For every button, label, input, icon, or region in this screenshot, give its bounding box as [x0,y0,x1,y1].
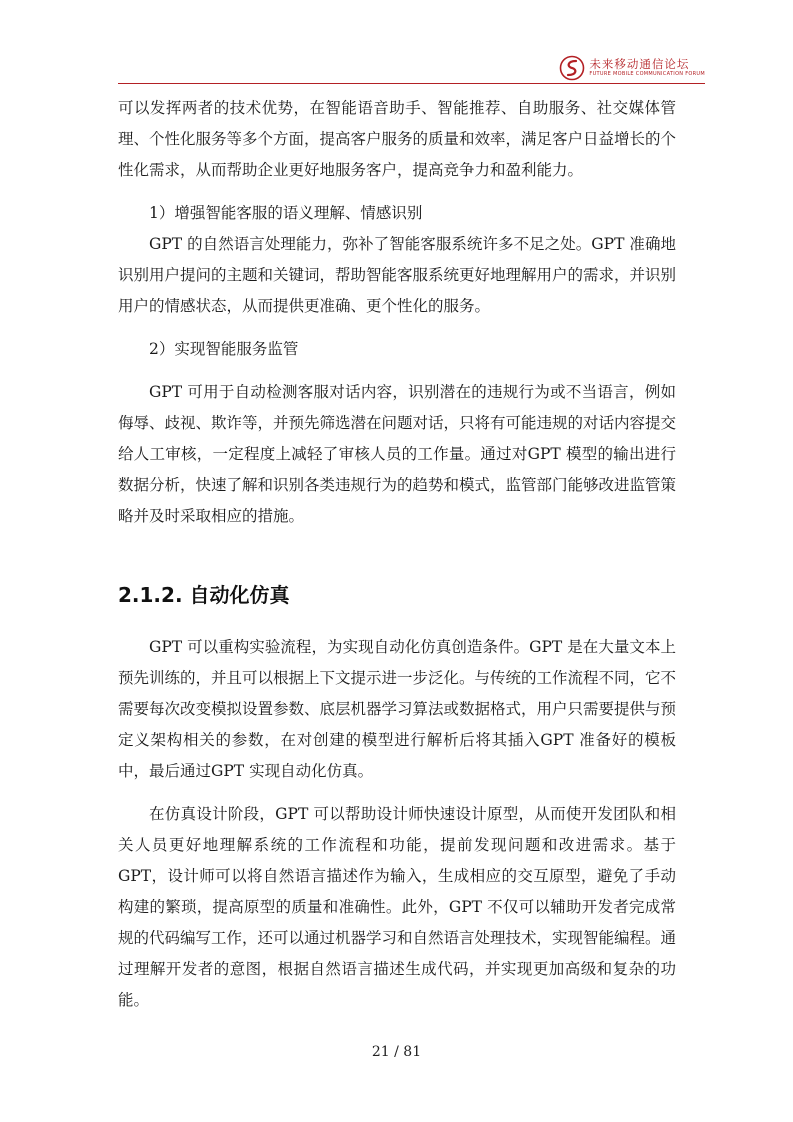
header-divider [118,83,705,84]
paragraph-simulation-design: 在仿真设计阶段，GPT 可以帮助设计师快速设计原型，从而使开发团队和相关人员更好地理解系统的工作流程和功能，提前发现问题和改进需求。基于GPT，设计师可以将自然语言描述作为输入，生成相应的交互原型，避免了手动构建的繁琐，提高原型的质量和准确性。此外，GPT 不仅可以辅助开发者完成常规的代码编写工作，还可以通过机器学习和自然语言处理技术，实现智能编程。通过理解开发者的意图，根据自然语言描述生成代码，并实现更加高级和复杂的功能。 [118,805,677,1009]
paragraph-service-supervision: GPT 可用于自动检测客服对话内容，识别潜在的违规行为或不当语言，例如侮辱、歧视、欺诈等，并预先筛选潜在问题对话，只将有可能违规的对话内容提交给人工审核，一定程度上减轻了审核人员的工作量。通过对GPT 模型的输出进行数据分析，快速了解和识别各类违规行为的趋势和模式，监管部门能够改进监管策略并及时采取相应的措施。 [118,383,677,525]
paragraph-semantic-emotion: GPT 的自然语言处理能力，弥补了智能客服系统许多不足之处。GPT 准确地识别用户提问的主题和关键词，帮助智能客服系统更好地理解用户的需求，并识别用户的情感状态，从而提供更准确、更个性化的服务。 [118,235,677,315]
page-number: 21 / 81 [371,1044,422,1060]
page-body [118,93,676,1016]
forum-logo [559,55,705,81]
paragraph-continued: 可以发挥两者的技术优势，在智能语音助手、智能推荐、自助服务、社交媒体管理、个性化服务等多个方面，提高客户服务的质量和效率，满足客户日益增长的个性化需求，从而帮助企业更好地服务客户，提高竞争力和盈利能力。 [118,99,677,179]
logo-english-text: FUTURE MOBILE COMMUNICATION FORUM [589,71,705,78]
subheading-semantic-emotion: 1）增强智能客服的语义理解、情感识别 [149,204,423,222]
section-title: 2.1.2. 自动化仿真 [118,583,290,607]
paragraph-automated-simulation: GPT 可以重构实验流程，为实现自动化仿真创造条件。GPT 是在大量文本上预先训练的，并且可以根据上下文提示进一步泛化。与传统的工作流程不同，它不需要每次改变模拟设置参数、底层机器学习算法或数据格式，用户只需要提供与预定义架构相关的参数，在对创建的模型进行解析后将其插入GPT 准备好的模板中，最后通过GPT 实现自动化仿真。 [118,638,677,780]
logo-chinese-text: 未来移动通信论坛 [589,56,690,71]
forum-logo-icon [559,55,585,81]
subheading-service-supervision: 2）实现智能服务监管 [149,340,299,358]
